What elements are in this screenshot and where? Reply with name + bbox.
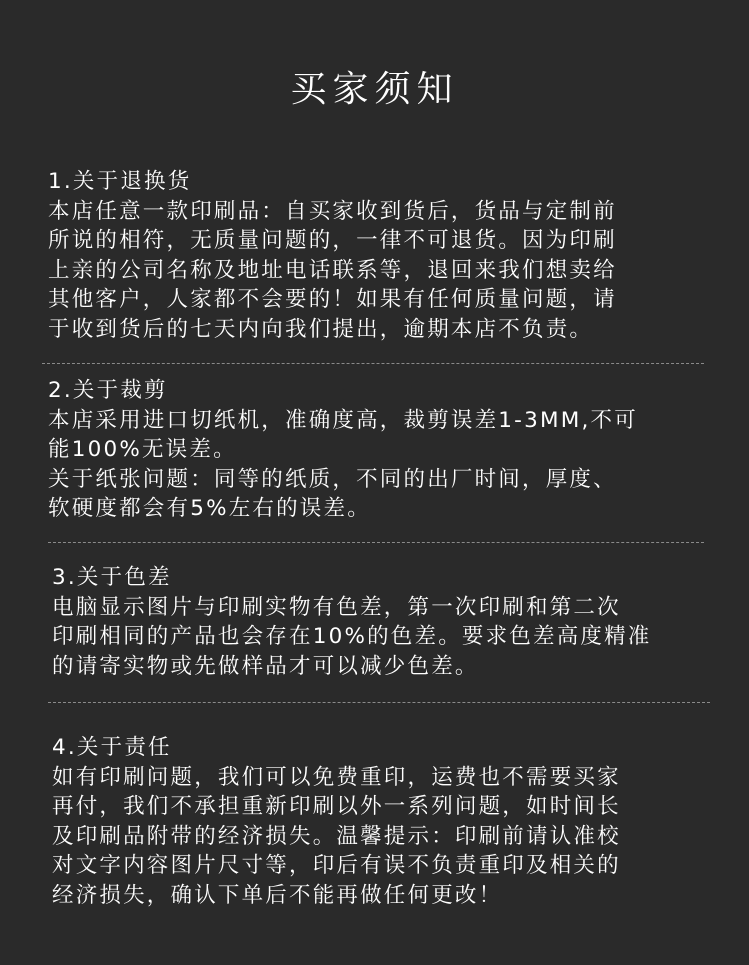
section-line: 的请寄实物或先做样品才可以减少色差。 <box>52 653 479 679</box>
section-cutting <box>48 376 638 524</box>
section-line: 软硬度都会有5%左右的误差。 <box>48 496 371 521</box>
section-line: 其他客户，人家都不会要的！如果有任何质量问题，请 <box>48 287 617 312</box>
section-color-difference <box>52 563 652 681</box>
section-line: 电脑显示图片与印刷实物有色差，第一次印刷和第二次 <box>52 594 621 620</box>
section-returns <box>48 167 617 344</box>
page-title: 买家须知 <box>290 69 459 110</box>
section-divider <box>42 363 704 364</box>
section-heading: 3.关于色差 <box>52 565 172 590</box>
section-line: 关于纸张问题：同等的纸质，不同的出厂时间，厚度、 <box>48 466 617 492</box>
section-heading: 1.关于退换货 <box>48 169 192 194</box>
section-line: 再付，我们不承担重新印刷以外一系列问题，如时间长 <box>52 794 621 819</box>
section-line: 本店采用进口切纸机，准确度高，裁剪误差1-3MM,不可 <box>48 407 638 433</box>
section-heading: 2.关于裁剪 <box>48 378 168 403</box>
section-responsibility <box>52 733 621 910</box>
section-line: 对文字内容图片尺寸等，印后有误不负责重印及相关的 <box>52 853 621 878</box>
section-line: 本店任意一款印刷品：自买家收到货后，货品与定制前 <box>48 198 617 224</box>
section-line: 于收到货后的七天内向我们提出，逾期本店不负责。 <box>48 316 594 342</box>
section-line: 上亲的公司名称及地址电话联系等，退回来我们想卖给 <box>48 257 617 283</box>
section-line: 所说的相符，无质量问题的，一律不可退货。因为印刷 <box>48 228 617 253</box>
section-divider <box>48 542 704 543</box>
section-line: 经济损失，确认下单后不能再做任何更改！ <box>52 882 503 908</box>
section-line: 印刷相同的产品也会存在10%的色差。要求色差高度精准 <box>52 624 652 649</box>
section-divider <box>48 702 710 703</box>
section-line: 及印刷品附带的经济损失。温馨提示：印刷前请认准校 <box>52 823 621 849</box>
section-heading: 4.关于责任 <box>52 735 172 760</box>
section-line: 能100%无误差。 <box>48 437 237 462</box>
section-line: 如有印刷问题，我们可以免费重印，运费也不需要买家 <box>52 764 621 790</box>
